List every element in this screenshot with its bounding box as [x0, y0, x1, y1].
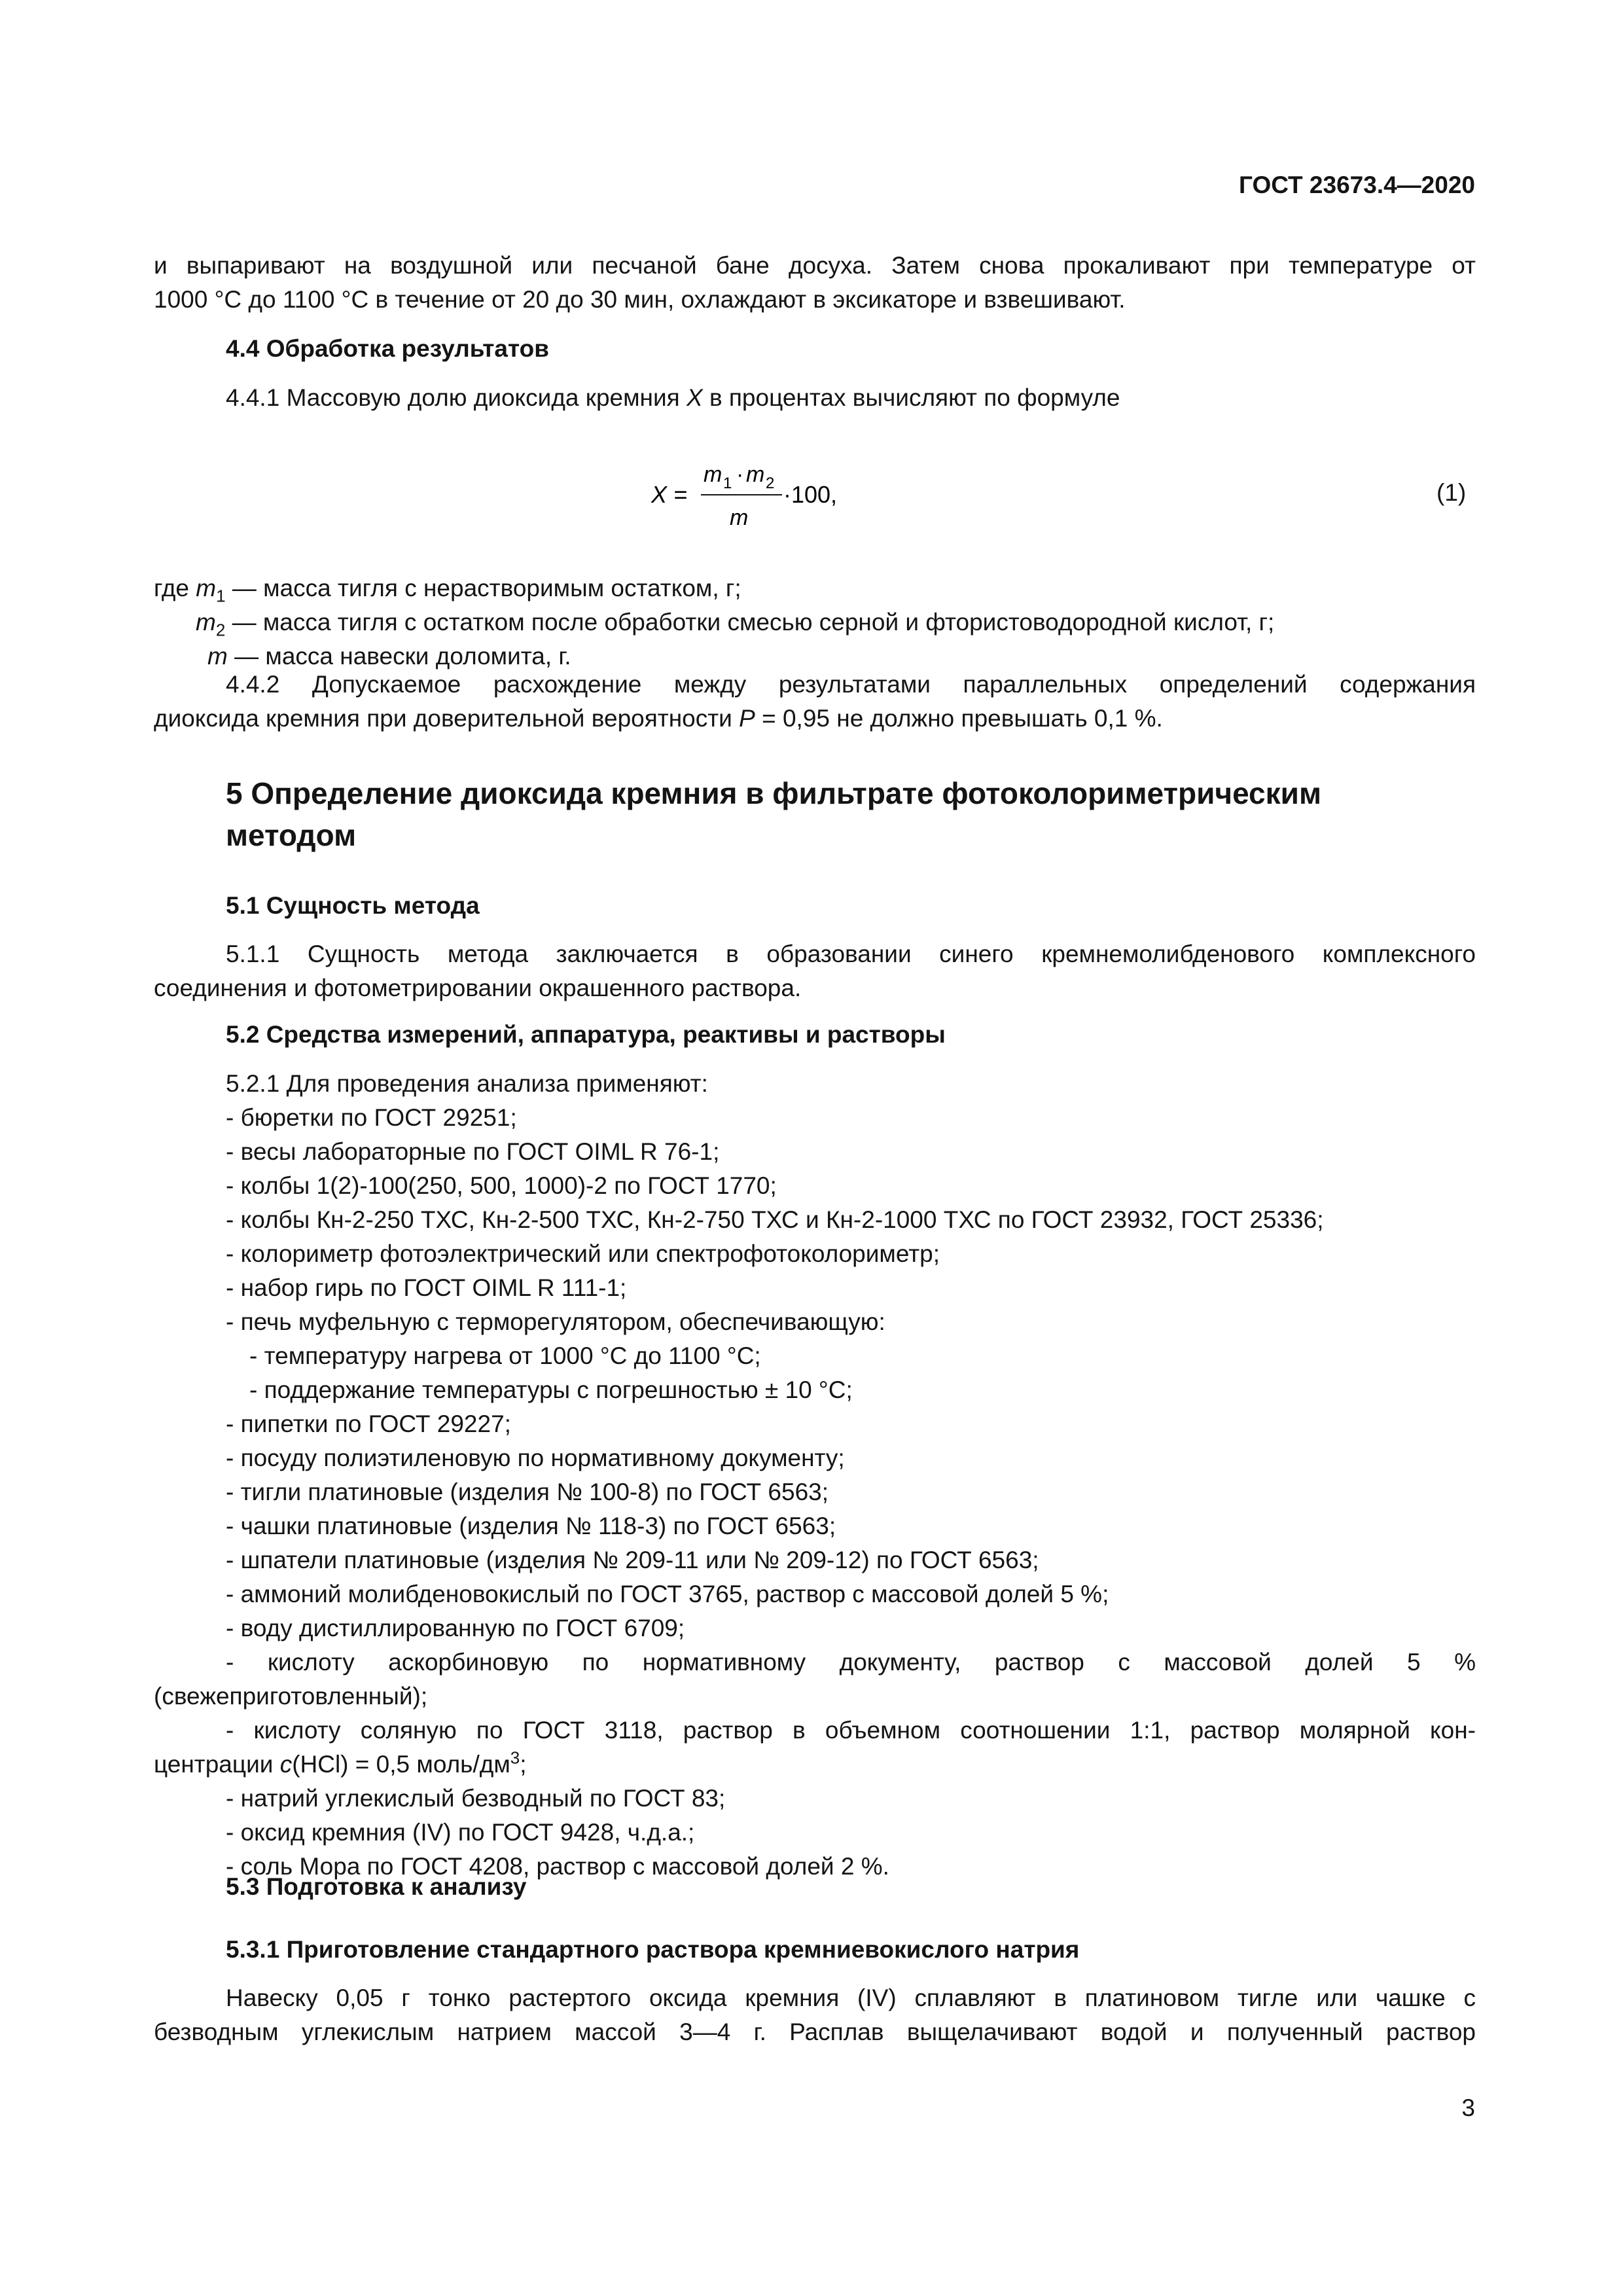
- list-item: - пипетки по ГОСТ 29227;: [226, 1410, 511, 1437]
- list-item: - печь муфельную с терморегулятором, обеспечивающую:: [226, 1308, 885, 1335]
- paragraph-4-4-1: 4.4.1 Массовую долю диоксида кремния X в процентах вычисляют по формуле: [226, 384, 1120, 411]
- formula-lhs: X =: [651, 481, 688, 508]
- list-item: - колбы Кн-2-250 ТХС, Кн-2-500 ТХС, Кн-2-750 ТХС и Кн-2-1000 ТХС по ГОСТ 23932, ГОСТ 25336;: [226, 1206, 1324, 1233]
- equipment-list-end: [154, 1782, 1476, 1884]
- list-subitem: - температуру нагрева от 1000 °С до 1100 °С;: [249, 1342, 761, 1369]
- section-heading-5-1: 5.1 Сущность метода: [226, 892, 480, 919]
- formula-number: (1): [1436, 479, 1467, 506]
- text-line: 5.1.1 Сущность метода заключается в образовании синего кремнемолибденового комплексного: [226, 941, 1476, 967]
- section-heading-5-2: 5.2 Средства измерений, аппаратура, реактивы и растворы: [226, 1021, 946, 1048]
- list-item: - оксид кремния (IV) по ГОСТ 9428, ч.д.а.;: [226, 1819, 695, 1846]
- text-line: Навеску 0,05 г тонко растертого оксида кремния (IV) сплавляют в платиновом тигле или чашке с: [226, 1984, 1476, 2011]
- list-item: - весы лабораторные по ГОСТ OIML R 76-1;: [226, 1138, 720, 1165]
- formula-denominator: m: [730, 505, 749, 530]
- text-line: соединения и фотометрировании окрашенного раствора.: [154, 975, 802, 1001]
- list-item: - шпатели платиновые (изделия № 209-11 или № 209-12) по ГОСТ 6563;: [226, 1547, 1039, 1573]
- text-line: и выпаривают на воздушной или песчаной бане досуха. Затем снова прокаливают при температуре от: [154, 252, 1476, 279]
- legend-line-m2: $m_2$ — масса тигля с остатком после обработки смесью серной и фтористоводородной кислот, г;: [196, 609, 1275, 640]
- list-item: - колориметр фотоэлектрический или спектрофотоколориметр;: [226, 1240, 940, 1267]
- paragraph-5-1-1: [154, 937, 1476, 1005]
- paragraph-continuation: [154, 249, 1476, 317]
- list-item: - соль Мора по ГОСТ 4208, раствор с массовой долей 2 %.: [226, 1853, 889, 1880]
- list-item-ascorbic: - кислоту аскорбиновую по нормативному документу, раствор с массовой долей 5 % (свежеприготовленный);: [154, 1649, 1476, 1710]
- formula-multiplier: ·100,: [783, 481, 838, 508]
- list-item: - бюретки по ГОСТ 29251;: [226, 1104, 517, 1131]
- list-item: - набор гирь по ГОСТ OIML R 111-1;: [226, 1274, 627, 1301]
- text-line: 1000 °С до 1100 °С в течение от 20 до 30 мин, охлаждают в эксикаторе и взвешивают.: [154, 286, 1126, 313]
- paragraph-4-4-2: [154, 668, 1476, 736]
- legend-line-m: m — масса навески доломита, г.: [207, 643, 571, 670]
- page-number: 3: [1461, 2094, 1475, 2121]
- text-line: безводным углекислым натрием массой 3—4 г. Расплав выщелачивают водой и полученный раствор: [154, 2018, 1476, 2045]
- list-item-hcl: - кислоту соляную по ГОСТ 3118, раствор в объемном соотношении 1:1, раствор молярной кон- центрации c(HCl) = 0,5 моль/$дм^3$;: [154, 1717, 1476, 1778]
- text-line: диоксида кремния при доверительной вероятности P = 0,95 не должно превышать 0,1 %.: [154, 705, 1163, 732]
- list-item: - посуду полиэтиленовую по нормативному документу;: [226, 1444, 845, 1471]
- formula-m1-sub: 1: [723, 475, 732, 492]
- text-line: 4.4.2 Допускаемое расхождение между результатами параллельных определений содержания: [226, 671, 1476, 698]
- section-heading-4-4: 4.4 Обработка результатов: [226, 335, 549, 362]
- list-item: - воду дистиллированную по ГОСТ 6709;: [226, 1615, 685, 1641]
- document-header-code: ГОСТ 23673.4—2020: [1238, 171, 1475, 198]
- list-item: - чашки платиновые (изделия № 118-3) по ГОСТ 6563;: [226, 1513, 836, 1539]
- formula-1: [638, 458, 913, 543]
- formula-m2-sub: 2: [766, 475, 775, 492]
- list-item: - тигли платиновые (изделия № 100-8) по ГОСТ 6563;: [226, 1479, 829, 1505]
- section-heading-5-3: 5.3 Подготовка к анализу: [226, 1873, 527, 1900]
- formula-m1: m: [704, 462, 722, 487]
- paragraph-5-3-1: [154, 1981, 1476, 2049]
- section-heading-5-3-1: 5.3.1 Приготовление стандартного раствора кремниевокислого натрия: [226, 1936, 1080, 1963]
- formula-legend: [154, 571, 1476, 673]
- section-heading-5: 5 Определение диоксида кремния в фильтрате фотоколориметрическим методом: [226, 776, 1321, 852]
- list-item: - колбы 1(2)-100(250, 500, 1000)-2 по ГОСТ 1770;: [226, 1172, 777, 1199]
- formula-m2: m: [746, 462, 765, 487]
- list-intro: 5.2.1 Для проведения анализа применяют:: [226, 1070, 708, 1097]
- list-subitem: - поддержание температуры с погрешностью ± 10 °С;: [249, 1376, 853, 1403]
- list-item: - натрий углекислый безводный по ГОСТ 83;: [226, 1785, 726, 1812]
- legend-line-m1: где $m_1$ — масса тигля с нерастворимым остатком, г;: [154, 575, 741, 606]
- list-item: - аммоний молибденовокислый по ГОСТ 3765, раствор с массовой долей 5 %;: [226, 1581, 1109, 1607]
- formula-dot: ·: [736, 462, 744, 487]
- equipment-list: [154, 1067, 1476, 1645]
